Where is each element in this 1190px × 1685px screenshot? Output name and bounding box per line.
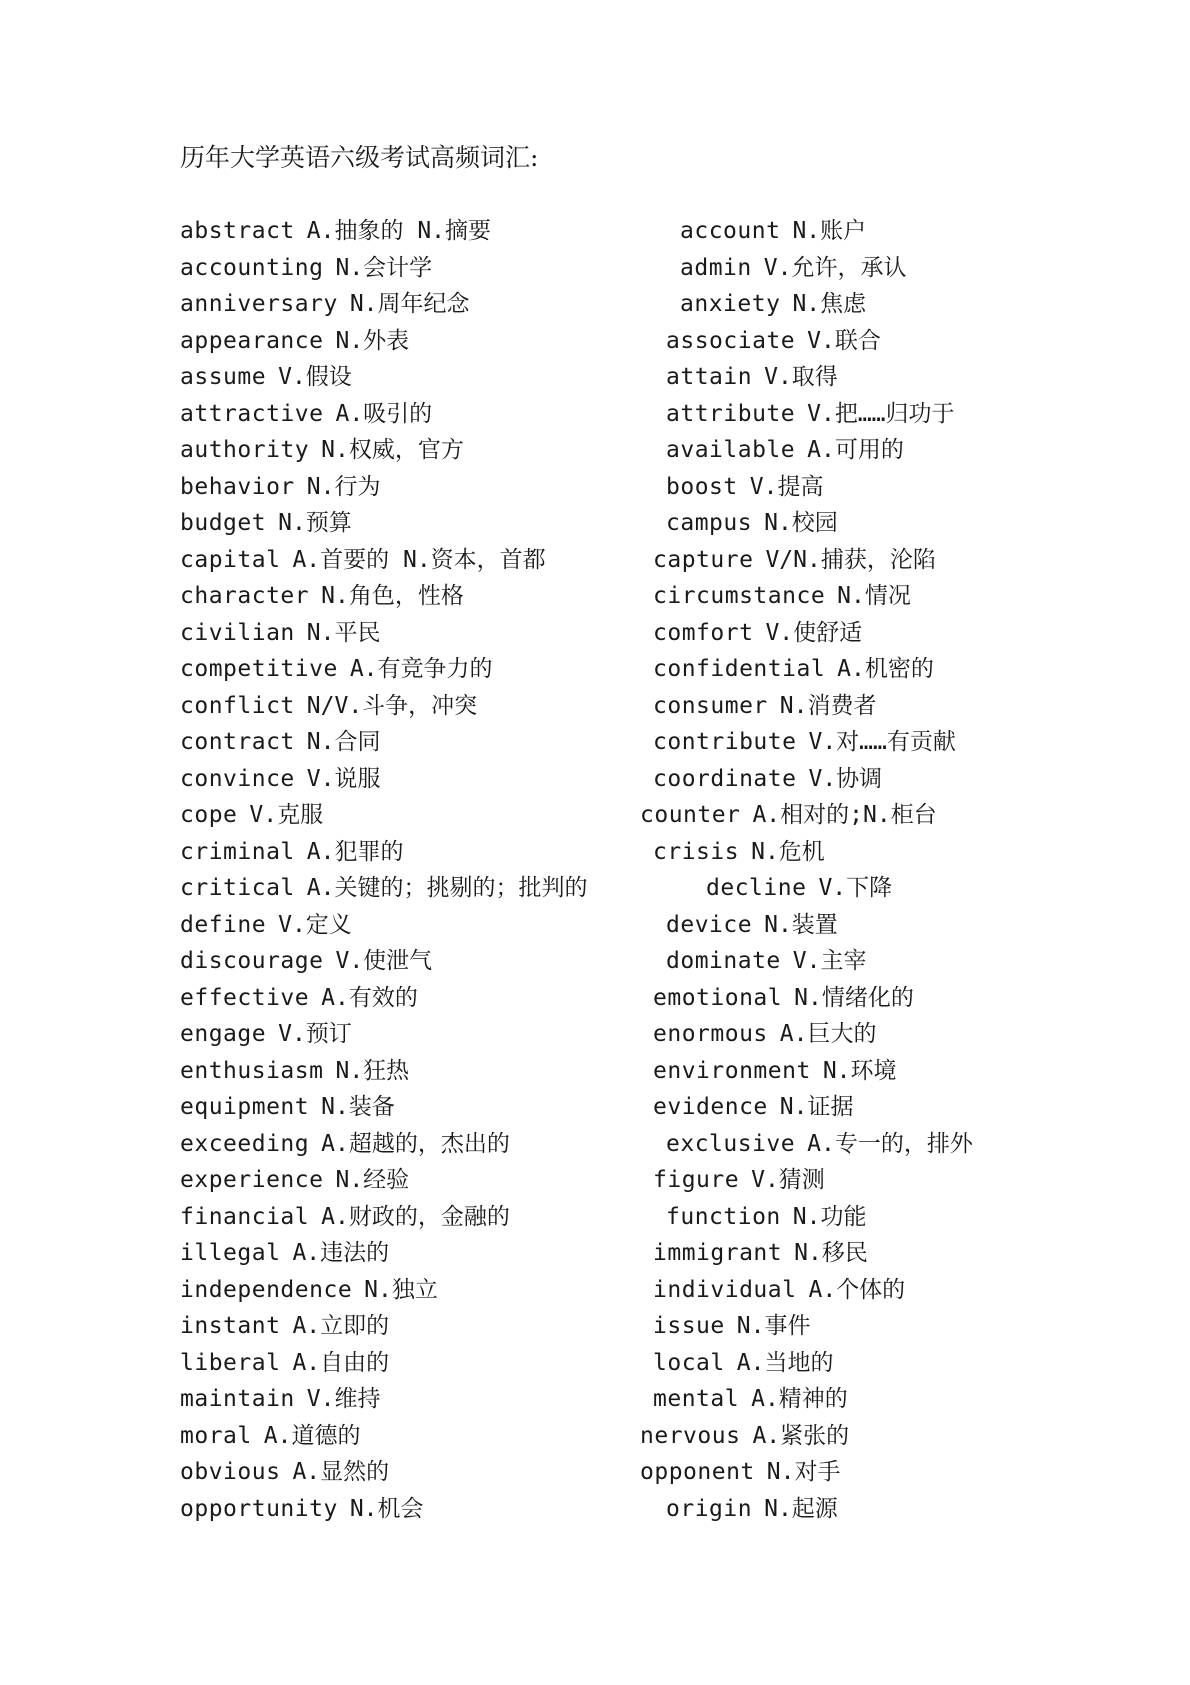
vocab-entry	[180, 286, 587, 323]
vocab-entry	[640, 834, 973, 871]
vocab-entry	[180, 651, 587, 688]
vocab-entry	[640, 1491, 973, 1528]
vocab-entry	[180, 1162, 587, 1199]
vocab-entry	[640, 578, 973, 615]
vocab-definition: N.情绪化的	[794, 984, 914, 1011]
vocab-entry	[640, 724, 973, 761]
vocab-word: contract	[180, 729, 295, 755]
vocab-entry	[640, 1016, 973, 1053]
vocab-definition: V.假设	[278, 364, 352, 390]
vocab-definition: A.违法的	[292, 1240, 390, 1266]
vocab-definition: N.周年纪念	[349, 291, 470, 317]
vocab-definition: A.有效的	[321, 984, 418, 1011]
vocab-word: attain	[666, 364, 753, 390]
vocab-entry	[640, 980, 973, 1017]
vocab-definition: N.经验	[335, 1167, 410, 1193]
vocab-definition: N.焦虑	[792, 291, 867, 317]
vocab-definition: N.对手	[766, 1459, 841, 1485]
vocab-word: budget	[180, 510, 267, 536]
vocab-word: device	[666, 911, 753, 938]
vocab-definition: A.专一的，排外	[807, 1130, 973, 1157]
vocab-entry	[180, 432, 587, 469]
vocab-word: anxiety	[680, 291, 781, 317]
vocab-entry	[180, 834, 587, 871]
vocab-definition: V.使舒适	[765, 619, 863, 646]
vocab-entry	[180, 578, 587, 615]
vocab-entry	[640, 542, 973, 579]
vocab-definition: N.平民	[306, 619, 381, 646]
vocab-definition: N.合同	[306, 729, 381, 755]
vocab-word: cope	[180, 802, 238, 828]
vocab-entry	[180, 213, 587, 250]
vocab-entry	[640, 907, 973, 944]
vocab-word: function	[666, 1203, 781, 1230]
vocab-definition: N.证据	[779, 1094, 854, 1120]
vocab-word: crisis	[653, 838, 740, 865]
vocab-definition: N.装备	[321, 1094, 395, 1120]
vocab-word: environment	[653, 1057, 811, 1084]
vocab-definition: N.校园	[764, 510, 838, 536]
vocab-entry	[180, 1454, 587, 1491]
vocab-entry	[180, 724, 587, 761]
vocab-word: civilian	[180, 619, 295, 646]
vocab-definition: A.首要的 N.资本，首都	[292, 546, 546, 573]
vocab-definition: N.功能	[792, 1203, 867, 1230]
vocab-entry	[640, 1235, 973, 1272]
vocab-word: obvious	[180, 1459, 281, 1485]
vocab-definition: N.事件	[736, 1313, 811, 1339]
vocab-definition: N/V.斗争，冲突	[306, 692, 478, 719]
vocab-entry	[640, 469, 973, 506]
vocab-entry	[640, 396, 973, 433]
vocab-definition: V.预订	[278, 1021, 352, 1047]
vocab-word: competitive	[180, 656, 338, 682]
vocab-entry	[180, 1126, 587, 1163]
vocab-definition: N.角色，性格	[321, 583, 464, 609]
vocab-word: behavior	[180, 473, 295, 500]
vocab-word: emotional	[653, 984, 783, 1011]
vocab-definition: N.装置	[764, 911, 838, 938]
vocab-entry	[180, 396, 587, 433]
vocab-definition: A.个体的	[808, 1276, 906, 1303]
vocab-entry	[640, 943, 973, 980]
vocab-definition: A.财政的，金融的	[321, 1203, 510, 1230]
vocab-entry	[180, 870, 587, 907]
vocab-definition: V.使泄气	[335, 948, 433, 974]
vocab-word: attractive	[180, 400, 324, 427]
vocab-definition: V.维持	[306, 1386, 381, 1412]
vocab-definition: A.紧张的	[752, 1422, 850, 1449]
vocab-word: convince	[180, 765, 295, 792]
vocab-entry	[180, 1308, 587, 1345]
vocab-entry	[640, 1199, 973, 1236]
vocab-entry	[640, 1089, 973, 1126]
vocab-definition: V.说服	[306, 765, 381, 792]
vocab-definition: A.显然的	[292, 1459, 390, 1485]
vocab-word: origin	[666, 1495, 753, 1522]
vocab-word: exceeding	[180, 1130, 310, 1157]
vocab-word: campus	[666, 510, 753, 536]
vocab-word: enormous	[653, 1021, 768, 1047]
vocab-definition: N.会计学	[335, 254, 433, 281]
vocab-word: discourage	[180, 948, 324, 974]
vocab-word: individual	[653, 1276, 797, 1303]
vocab-entry	[640, 1053, 973, 1090]
vocab-definition: A.抽象的 N.摘要	[306, 218, 492, 244]
vocab-entry	[640, 1126, 973, 1163]
vocab-word: define	[180, 911, 267, 938]
vocab-word: conflict	[180, 692, 295, 719]
vocab-word: effective	[180, 984, 310, 1011]
vocab-word: coordinate	[653, 765, 797, 792]
vocab-entry	[640, 870, 973, 907]
vocab-word: appearance	[180, 327, 324, 354]
vocab-word: engage	[180, 1021, 267, 1047]
vocab-entry	[640, 250, 973, 287]
vocab-entry	[640, 761, 973, 798]
vocab-word: accounting	[180, 254, 324, 281]
vocab-definition: N.消费者	[779, 692, 877, 719]
vocab-definition: A.精神的	[751, 1386, 848, 1412]
vocab-word: anniversary	[180, 291, 338, 317]
vocab-word: account	[680, 218, 781, 244]
vocab-word: exclusive	[666, 1130, 796, 1157]
vocab-word: instant	[180, 1313, 281, 1339]
vocab-word: capture	[653, 546, 754, 573]
vocab-entry	[180, 1418, 587, 1455]
vocab-definition: N.情况	[837, 583, 911, 609]
vocab-entry	[640, 1381, 973, 1418]
vocab-entry	[640, 1418, 973, 1455]
vocab-list-right	[640, 213, 973, 1527]
vocab-entry	[180, 1345, 587, 1382]
vocab-entry	[180, 943, 587, 980]
vocab-word: counter	[640, 802, 741, 828]
vocab-entry	[180, 615, 587, 652]
vocab-word: circumstance	[653, 583, 826, 609]
vocab-definition: N.账户	[792, 218, 867, 244]
vocab-word: issue	[653, 1313, 725, 1339]
vocab-word: comfort	[653, 619, 754, 646]
vocab-word: local	[653, 1349, 725, 1376]
vocab-entry	[180, 980, 587, 1017]
vocab-entry	[640, 797, 973, 834]
vocab-entry	[180, 1199, 587, 1236]
vocab-definition: A.道德的	[263, 1422, 361, 1449]
vocab-entry	[180, 505, 587, 542]
vocab-entry	[180, 1089, 587, 1126]
vocab-word: opponent	[640, 1459, 755, 1485]
vocab-word: figure	[653, 1167, 740, 1193]
vocab-word: consumer	[653, 692, 768, 719]
vocab-word: nervous	[640, 1422, 741, 1449]
vocab-entry	[640, 1272, 973, 1309]
vocab-definition: A.立即的	[292, 1313, 390, 1339]
vocab-entry	[640, 688, 973, 725]
vocab-definition: A.吸引的	[335, 400, 433, 427]
vocab-entry	[180, 907, 587, 944]
vocab-word: criminal	[180, 838, 295, 865]
vocab-entry	[180, 1016, 587, 1053]
vocab-entry	[180, 1491, 587, 1528]
vocab-entry	[180, 359, 587, 396]
vocab-word: evidence	[653, 1094, 768, 1120]
vocab-entry	[640, 1308, 973, 1345]
vocab-entry	[180, 797, 587, 834]
vocab-entry	[180, 250, 587, 287]
vocab-entry	[180, 1381, 587, 1418]
vocab-definition: N.权威，官方	[321, 437, 464, 463]
vocab-entry	[640, 359, 973, 396]
vocab-list-left	[180, 213, 587, 1527]
vocab-entry	[640, 505, 973, 542]
vocab-word: illegal	[180, 1240, 281, 1266]
vocab-definition: N.危机	[751, 838, 825, 865]
vocab-entry	[180, 1235, 587, 1272]
vocab-definition: N.起源	[764, 1495, 838, 1522]
vocab-word: confidential	[653, 656, 826, 682]
vocab-word: dominate	[666, 948, 781, 974]
vocab-definition: V.协调	[808, 765, 883, 792]
vocab-definition: V.主宰	[792, 948, 867, 974]
vocab-word: abstract	[180, 218, 295, 244]
vocab-word: assume	[180, 364, 267, 390]
vocab-definition: N.行为	[306, 473, 381, 500]
vocab-word: decline	[706, 875, 807, 901]
vocab-word: boost	[666, 473, 738, 500]
vocab-word: maintain	[180, 1386, 295, 1412]
vocab-word: available	[666, 437, 796, 463]
vocab-entry	[640, 323, 973, 360]
vocab-entry	[180, 1272, 587, 1309]
vocab-entry	[180, 761, 587, 798]
vocab-definition: A.当地的	[736, 1349, 834, 1376]
vocab-entry	[640, 651, 973, 688]
vocab-entry	[640, 1162, 973, 1199]
vocab-word: mental	[653, 1386, 740, 1412]
vocab-definition: A.巨大的	[779, 1021, 877, 1047]
vocab-word: critical	[180, 875, 295, 901]
vocab-definition: N.狂热	[335, 1057, 410, 1084]
vocab-entry	[180, 1053, 587, 1090]
vocab-definition: N.外表	[335, 327, 410, 354]
vocab-entry	[180, 469, 587, 506]
vocab-definition: N.移民	[794, 1240, 868, 1266]
vocab-definition: N.预算	[278, 510, 352, 536]
vocab-word: equipment	[180, 1094, 310, 1120]
vocab-entry	[640, 213, 973, 250]
vocab-definition: A.相对的;N.柜台	[752, 802, 937, 828]
vocab-word: liberal	[180, 1349, 281, 1376]
vocab-definition: A.超越的，杰出的	[321, 1130, 510, 1157]
vocab-definition: N.机会	[349, 1495, 424, 1522]
vocab-entry	[640, 286, 973, 323]
vocab-word: independence	[180, 1276, 353, 1303]
vocab-word: attribute	[666, 400, 796, 427]
vocab-definition: N.独立	[364, 1276, 438, 1303]
vocab-definition: V.取得	[764, 364, 838, 390]
vocab-definition: A.可用的	[807, 437, 904, 463]
vocab-word: opportunity	[180, 1495, 338, 1522]
vocab-word: immigrant	[653, 1240, 783, 1266]
vocab-definition: V.猜测	[751, 1167, 825, 1193]
vocab-entry	[640, 1454, 973, 1491]
vocab-definition: V.把……归功于	[807, 400, 955, 427]
vocab-definition: A.犯罪的	[306, 838, 404, 865]
vocab-word: experience	[180, 1167, 324, 1193]
vocab-word: associate	[666, 327, 796, 354]
vocab-definition: V.定义	[278, 911, 352, 938]
vocab-definition: V/N.捕获，沦陷	[765, 546, 936, 573]
vocab-word: capital	[180, 546, 281, 573]
vocab-word: character	[180, 583, 310, 609]
vocab-definition: V.允许，承认	[763, 254, 907, 281]
vocab-word: authority	[180, 437, 310, 463]
vocab-word: admin	[680, 254, 752, 281]
page-title: 历年大学英语六级考试高频词汇:	[180, 143, 539, 172]
vocab-definition: V.克服	[249, 802, 324, 828]
vocab-word: moral	[180, 1422, 252, 1449]
vocab-definition: A.关键的；挑剔的；批判的	[306, 875, 588, 901]
vocab-definition: V.提高	[749, 473, 824, 500]
vocab-definition: V.对……有贡献	[808, 729, 956, 755]
vocab-word: enthusiasm	[180, 1057, 324, 1084]
vocab-entry	[180, 323, 587, 360]
vocab-definition: N.环境	[822, 1057, 897, 1084]
vocab-entry	[640, 432, 973, 469]
vocab-entry	[180, 688, 587, 725]
vocab-entry	[180, 542, 587, 579]
vocab-definition: A.机密的	[837, 656, 934, 682]
vocab-definition: A.自由的	[292, 1349, 390, 1376]
vocab-definition: V.联合	[807, 327, 881, 354]
vocab-word: contribute	[653, 729, 797, 755]
vocab-definition: V.下降	[818, 875, 893, 901]
vocab-entry	[640, 1345, 973, 1382]
vocab-definition: A.有竞争力的	[349, 656, 493, 682]
vocab-word: financial	[180, 1203, 310, 1230]
vocab-entry	[640, 615, 973, 652]
